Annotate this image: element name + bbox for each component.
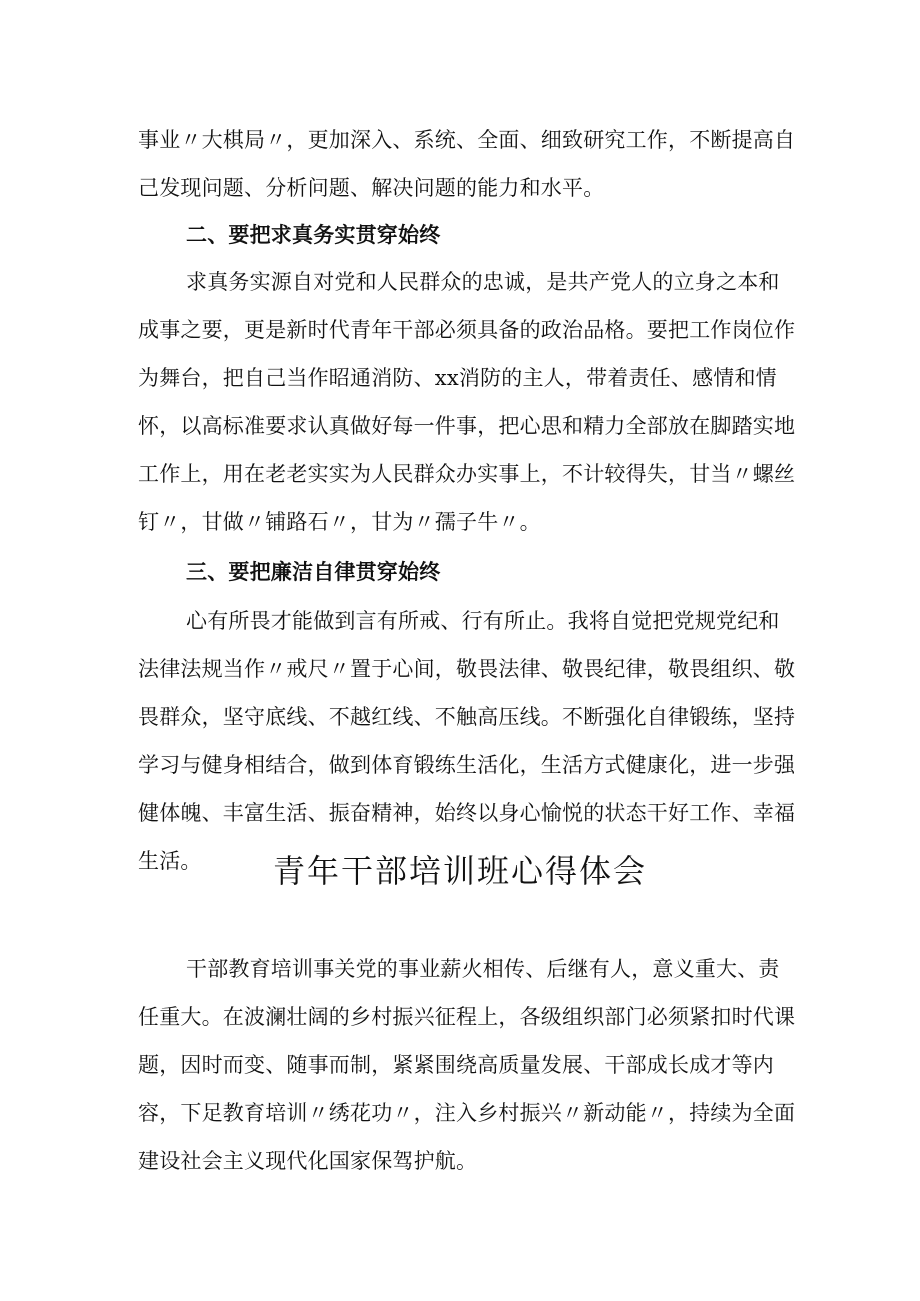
section-heading-3: 三、要把廉洁自律贯穿始终 (186, 560, 441, 584)
document-title: 青年干部培训班心得体会 (272, 852, 647, 890)
paragraph-intro: 干部教育培训事关党的事业薪火相传、后继有人，意义重大、责任重大。在波澜壮阔的乡村振兴征程上，各级组织部门必须紧扣时代课题，因时而变、随事而制，紧紧围绕高质量发展、干部成长成才等内容，下足教育培训〃绣花功〃，注入乡村振兴〃新动能〃，持续为全面建设社会主义现代化国家保驾护航。 (138, 957, 796, 1173)
paragraph-section-3: 心有所畏才能做到言有所戒、行有所止。我将自觉把党规党纪和法律法规当作〃戒尺〃置于心间，敬畏法律、敬畏纪律，敬畏组织、敬畏群众，坚守底线、不越红线、不触高压线。不断强化自律锻练，坚持学习与健身相结合，做到体育锻练生活化，生活方式健康化，进一步强健体魄、丰富生活、振奋精神，始终以身心愉悦的状态干好工作、幸福生活。 (138, 609, 796, 873)
paragraph-section-2: 求真务实源自对党和人民群众的忠诚，是共产党人的立身之本和成事之要，更是新时代青年干部必须具备的政治品格。要把工作岗位作为舞台，把自己当作昭通消防、xx消防的主人，带着责任、感情和情怀，以高标准要求认真做好每一件事，把心思和精力全部放在脚踏实地工作上，用在老老实实为人民群众办实事上，不计较得失，甘当〃螺丝钉〃，甘做〃铺路石〃，甘为〃孺子牛〃。 (138, 270, 796, 534)
section-heading-2: 二、要把求真务实贯穿始终 (186, 223, 441, 247)
paragraph-continuation: 事业〃大棋局〃，更加深入、系统、全面、细致研究工作，不断提高自己发现问题、分析问题、解决问题的能力和水平。 (138, 128, 796, 200)
